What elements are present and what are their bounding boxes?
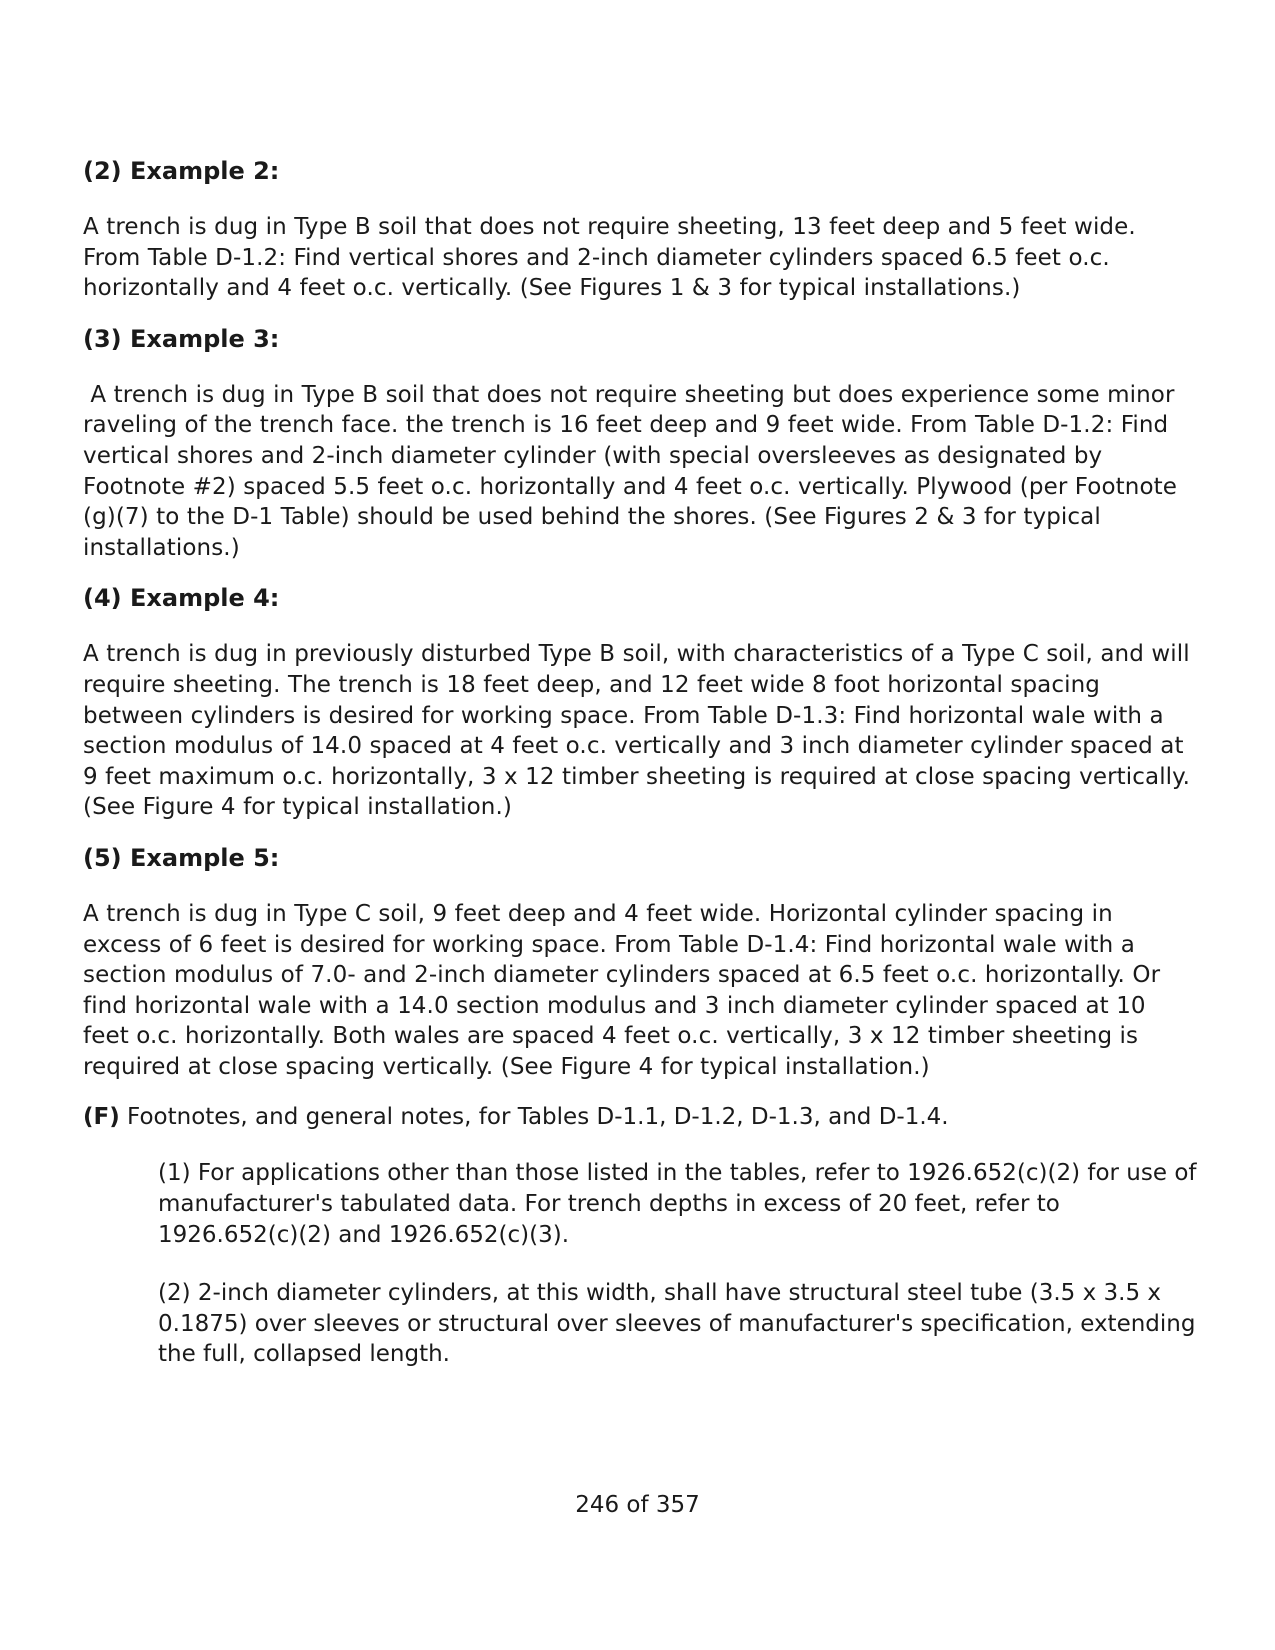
example-text: A trench is dug in Type C soil, 9 feet deep and 4 feet wide. Horizontal cylinder spacing in excess of 6 feet is desired for working space. From Table D-1.4: Find horizontal wale with a section modulus of 7.0- and 2-inch diameter cylinders spaced at 6.5 feet o.c. horizontally. Or find horizontal wale with a 14.0 section modulus and 3 inch diameter cylinder spaced at 10 feet o.c. horizontally. Both wales are spaced 4 feet o.c. vertically, 3 x 12 timber sheeting is required at close spacing vertically. (See Figure 4 for typical installation.)	[83, 900, 1161, 1080]
page-number: 246 of 357	[575, 1492, 700, 1518]
example-3	[83, 324, 1193, 564]
example-heading: (2) Example 2:	[83, 157, 280, 185]
section-f	[83, 1102, 1193, 1132]
example-heading: (5) Example 5:	[83, 843, 280, 872]
example-heading: (3) Example 3:	[83, 324, 280, 353]
section-f-text: Footnotes, and general notes, for Tables D-1.1, D-1.2, D-1.3, and D-1.4.	[119, 1104, 949, 1131]
example-heading: (4) Example 4:	[83, 584, 280, 613]
example-text: A trench is dug in Type B soil that does not require sheeting but does experience some minor raveling of the trench face. the trench is 16 feet deep and 9 feet wide. From Table D-1.2: Find vertical shores and 2-inch diameter cylinder (with special oversleeves as designated by Footnote #2) spaced 5.5 feet o.c. horizontally and 4 feet o.c. vertically. Plywood (per Footnote (g)(7) to the D-1 Table) should be used behind the shores. (See Figures 2 & 3 for typical installations.)	[83, 381, 1185, 561]
document-page	[83, 156, 1197, 1398]
footnote-2: (2) 2-inch diameter cylinders, at this width, shall have structural steel tube (3.5 x 3.5 x 0.1875) over sleeves or structural over sleeves of manufacturer's specification, extending the full, collapsed length.	[158, 1280, 1196, 1368]
example-4	[83, 583, 1193, 823]
section-f-label: (F)	[83, 1104, 120, 1131]
example-text: A trench is dug in previously disturbed Type B soil, with characteristics of a Type C soil, and will require sheeting. The trench is 18 feet deep, and 12 feet wide 8 foot horizontal spacing between cylinders is desired for working space. From Table D-1.3: Find horizontal wale with a section modulus of 14.0 spaced at 4 feet o.c. vertically and 3 inch diameter cylinder spaced at 9 feet maximum o.c. horizontally, 3 x 12 timber sheeting is required at close spacing vertically. (See Figure 4 for typical installation.)	[83, 641, 1191, 821]
example-5	[83, 843, 1193, 1083]
example-2	[83, 156, 1193, 304]
footnote-1: (1) For applications other than those listed in the tables, refer to 1926.652(c)(2) for use of manufacturer's tabulated data. For trench depths in excess of 20 feet, refer to 1926.652(c)(2) and 1926.652(c)(3).	[158, 1160, 1197, 1248]
example-text: A trench is dug in Type B soil that does not require sheeting, 13 feet deep and 5 feet wide. From Table D-1.2: Find vertical shores and 2-inch diameter cylinders spaced 6.5 feet o.c. horizontally and 4 feet o.c. vertically. (See Figures 1 & 3 for typical installations.)	[83, 214, 1136, 302]
